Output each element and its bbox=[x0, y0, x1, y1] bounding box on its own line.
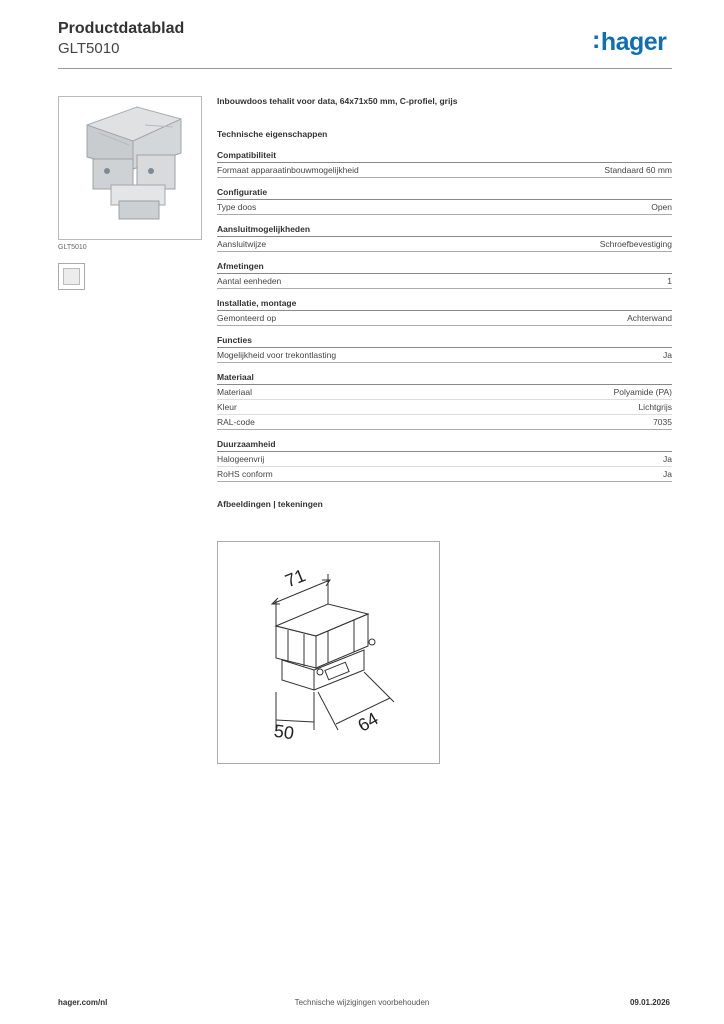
property-row bbox=[217, 452, 672, 467]
hager-logo: :hager bbox=[592, 26, 667, 56]
property-row bbox=[217, 400, 672, 415]
property-group-title: Installatie, montage bbox=[217, 298, 672, 311]
property-group bbox=[217, 187, 672, 215]
thumbnail-image bbox=[63, 268, 80, 285]
photo-thumbnail[interactable] bbox=[58, 263, 85, 290]
property-row bbox=[217, 311, 672, 326]
property-group bbox=[217, 150, 672, 178]
property-group bbox=[217, 372, 672, 430]
property-label: RAL-code bbox=[217, 417, 255, 427]
property-group bbox=[217, 224, 672, 252]
document-title: Productdatablad bbox=[58, 20, 185, 37]
property-value: Ja bbox=[663, 469, 672, 479]
property-group-title: Materiaal bbox=[217, 372, 672, 385]
property-row bbox=[217, 237, 672, 252]
property-value: Ja bbox=[663, 454, 672, 464]
property-label: Kleur bbox=[217, 402, 237, 412]
property-group-title: Compatibiliteit bbox=[217, 150, 672, 163]
property-group bbox=[217, 261, 672, 289]
product-code: GLT5010 bbox=[58, 40, 120, 57]
property-value: Achterwand bbox=[627, 313, 672, 323]
property-label: Aantal eenheden bbox=[217, 276, 282, 286]
property-label: Halogeenvrij bbox=[217, 454, 265, 464]
property-value: Standaard 60 mm bbox=[604, 165, 672, 175]
property-row bbox=[217, 415, 672, 430]
property-label: Mogelijkheid voor trekontlasting bbox=[217, 350, 337, 360]
dim-height-label: 50 bbox=[272, 720, 296, 744]
property-group-title: Functies bbox=[217, 335, 672, 348]
property-value: 7035 bbox=[653, 417, 672, 427]
property-group-title: Configuratie bbox=[217, 187, 672, 200]
footer-notice: Technische wijzigingen voorbehouden bbox=[294, 998, 430, 1007]
footer-website[interactable]: hager.com/nl bbox=[58, 998, 108, 1007]
header-divider bbox=[58, 68, 672, 69]
logo-text: hager bbox=[600, 28, 667, 56]
property-group-title: Aansluitmogelijkheden bbox=[217, 224, 672, 237]
property-row bbox=[217, 274, 672, 289]
dimension-drawing-svg bbox=[218, 542, 439, 763]
property-label: Gemonteerd op bbox=[217, 313, 277, 323]
property-row bbox=[217, 200, 672, 215]
property-value: Ja bbox=[663, 350, 672, 360]
property-value: Open bbox=[651, 202, 672, 212]
property-group bbox=[217, 298, 672, 326]
property-group-title: Afmetingen bbox=[217, 261, 672, 274]
property-value: Schroefbevestiging bbox=[599, 239, 672, 249]
product-details bbox=[217, 96, 672, 509]
images-heading: Afbeeldingen | tekeningen bbox=[217, 499, 323, 509]
property-row bbox=[217, 467, 672, 482]
property-group bbox=[217, 439, 672, 482]
dim-width-label: 71 bbox=[282, 565, 309, 592]
property-row bbox=[217, 385, 672, 400]
property-row bbox=[217, 163, 672, 178]
dim-depth-label: 64 bbox=[354, 708, 382, 736]
footer-date: 09.01.2026 bbox=[629, 998, 670, 1007]
property-groups bbox=[217, 150, 672, 482]
property-group-title: Duurzaamheid bbox=[217, 439, 672, 452]
property-label: RoHS conform bbox=[217, 469, 273, 479]
product-photo bbox=[58, 96, 202, 240]
property-group bbox=[217, 335, 672, 363]
product-description: Inbouwdoos tehalit voor data, 64x71x50 mm, C-profiel, grijs bbox=[217, 96, 458, 106]
property-label: Materiaal bbox=[217, 387, 252, 397]
property-value: 1 bbox=[667, 276, 672, 286]
property-value: Polyamide (PA) bbox=[613, 387, 672, 397]
property-label: Aansluitwijze bbox=[217, 239, 267, 249]
property-label: Formaat apparaatinbouwmogelijkheid bbox=[217, 165, 359, 175]
properties-heading: Technische eigenschappen bbox=[217, 129, 328, 139]
dimension-drawing bbox=[217, 541, 440, 764]
property-value: Lichtgrijs bbox=[638, 402, 672, 412]
property-label: Type doos bbox=[217, 202, 257, 212]
photo-caption: GLT5010 bbox=[58, 244, 87, 251]
property-row bbox=[217, 348, 672, 363]
product-photo-image bbox=[59, 97, 201, 239]
